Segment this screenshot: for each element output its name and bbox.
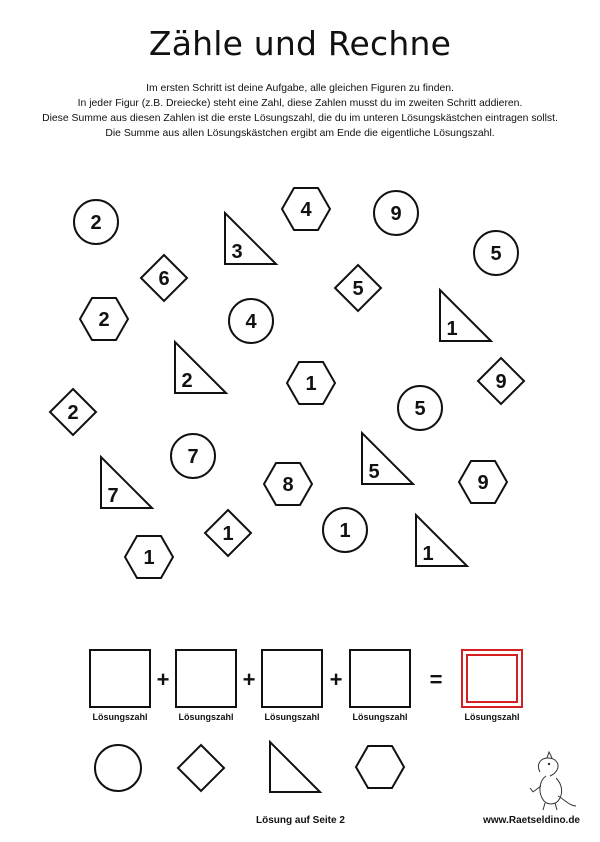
plus-sign: +	[329, 667, 343, 692]
dino-mascot-icon	[530, 752, 576, 810]
plus-sign: +	[156, 667, 170, 692]
triangle-number: 5	[368, 461, 380, 483]
circle-number: 4	[245, 311, 257, 333]
triangle-number: 1	[446, 318, 458, 340]
diamond-number: 1	[222, 523, 234, 545]
solution-label: Lösungszahl	[464, 712, 520, 722]
puzzle-triangle	[175, 342, 226, 393]
hexagon-number: 1	[143, 547, 155, 569]
instruction-line: In jeder Figur (z.B. Dreiecke) steht eine Zahl, diese Zahlen musst du im zweiten Schritt addieren.	[77, 98, 523, 109]
circle-number: 9	[390, 203, 402, 225]
puzzle-diamond	[141, 255, 187, 301]
puzzle-hexagon	[459, 461, 507, 503]
hexagon-number: 9	[477, 472, 489, 494]
puzzle-circle	[229, 299, 273, 343]
solution-box[interactable]	[350, 650, 410, 707]
puzzle-circle	[398, 386, 442, 430]
puzzle-hexagon	[287, 362, 335, 404]
diamond-number: 5	[352, 278, 364, 300]
puzzle-triangle	[416, 515, 467, 566]
triangle-number: 2	[181, 370, 193, 392]
puzzle-diamond	[50, 389, 96, 435]
diamond-number: 6	[158, 268, 170, 290]
circle-number: 5	[414, 398, 426, 420]
puzzle-diamond	[335, 265, 381, 311]
hexagon-number: 4	[300, 199, 312, 221]
puzzle-triangle	[362, 433, 413, 484]
solution-box[interactable]	[90, 650, 150, 707]
puzzle-hexagon	[80, 298, 128, 340]
solution-label: Lösungszahl	[352, 712, 408, 722]
solution-label: Lösungszahl	[264, 712, 320, 722]
hexagon-icon	[356, 746, 404, 788]
puzzle-circle	[323, 508, 367, 552]
website-link[interactable]: www.Raetseldino.de	[483, 815, 580, 826]
puzzle-triangle	[440, 290, 491, 341]
triangle-icon	[270, 742, 320, 792]
puzzle-triangle	[101, 457, 152, 508]
puzzle-diamond	[205, 510, 251, 556]
hexagon-number: 1	[305, 373, 317, 395]
circle-number: 1	[339, 520, 351, 542]
plus-sign: +	[242, 667, 256, 692]
hexagon-number: 2	[98, 309, 110, 331]
solution-box[interactable]	[262, 650, 322, 707]
circle-number: 5	[490, 243, 502, 265]
puzzle-hexagon	[264, 463, 312, 505]
puzzle-triangle	[225, 213, 276, 264]
instruction-line: Die Summe aus allen Lösungskästchen ergibt am Ende die eigentliche Lösungszahl.	[105, 128, 495, 139]
circle-icon	[95, 745, 141, 791]
solution-box[interactable]	[176, 650, 236, 707]
circle-number: 7	[187, 446, 199, 468]
final-solution-box[interactable]	[462, 650, 522, 707]
equals-sign: =	[429, 667, 443, 692]
diamond-icon	[178, 745, 224, 791]
puzzle-circle	[374, 191, 418, 235]
puzzle-hexagon	[125, 536, 173, 578]
puzzle-circle	[171, 434, 215, 478]
hexagon-number: 8	[282, 474, 294, 496]
diamond-number: 9	[495, 371, 507, 393]
instruction-line: Im ersten Schritt ist deine Aufgabe, alle gleichen Figuren zu finden.	[146, 83, 454, 94]
solution-page-note: Lösung auf Seite 2	[256, 815, 345, 826]
solution-label: Lösungszahl	[92, 712, 148, 722]
solution-label: Lösungszahl	[178, 712, 234, 722]
puzzle-hexagon	[282, 188, 330, 230]
triangle-number: 3	[231, 241, 243, 263]
instruction-line: Diese Summe aus diesen Zahlen ist die erste Lösungszahl, die du im unteren Lösungskästchen eintragen sollst.	[42, 113, 558, 124]
puzzle-circle	[74, 200, 118, 244]
circle-number: 2	[90, 212, 102, 234]
diamond-number: 2	[67, 402, 79, 424]
puzzle-circle	[474, 231, 518, 275]
puzzle-diamond	[478, 358, 524, 404]
page-title: Zähle und Rechne	[148, 24, 452, 63]
triangle-number: 7	[107, 485, 119, 507]
triangle-number: 1	[422, 543, 434, 565]
